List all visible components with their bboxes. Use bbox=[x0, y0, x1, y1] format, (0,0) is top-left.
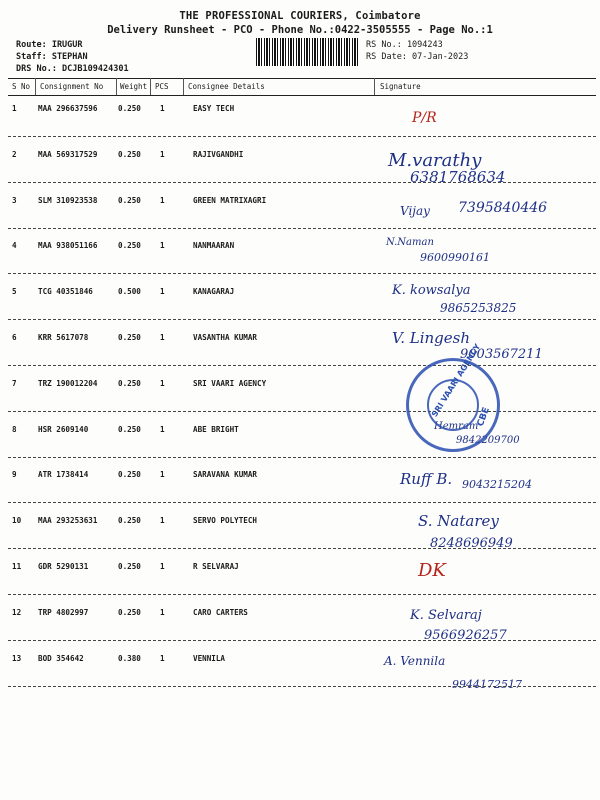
row-pcs: 1 bbox=[160, 241, 165, 251]
row-consignee: SERVO POLYTECH bbox=[193, 516, 258, 526]
table-row bbox=[0, 464, 600, 510]
table-row bbox=[0, 556, 600, 602]
row-consignment-no: MAA 569317529 bbox=[38, 149, 98, 159]
col-divider bbox=[374, 78, 375, 96]
handwritten-phone: 9865253825 bbox=[440, 301, 517, 316]
row-weight: 0.250 bbox=[118, 378, 141, 388]
row-consignment-no: HSR 2609140 bbox=[38, 424, 89, 434]
row-pcs: 1 bbox=[160, 104, 165, 113]
row-consignment-no: MAA 296637596 bbox=[38, 104, 98, 113]
company-name: THE PROFESSIONAL COURIERS, Coimbatore bbox=[179, 10, 421, 22]
row-consignee: GREEN MATRIXAGRI bbox=[193, 195, 267, 205]
row-pcs: 1 bbox=[160, 149, 165, 159]
rs-number: RS No.: 1094243 bbox=[366, 40, 443, 50]
agency-stamp bbox=[406, 358, 500, 452]
row-weight: 0.250 bbox=[118, 149, 141, 159]
row-sno: 4 bbox=[12, 241, 17, 251]
row-pcs: 1 bbox=[160, 333, 165, 342]
row-weight: 0.250 bbox=[118, 104, 141, 113]
handwritten-phone: 9043215204 bbox=[462, 478, 532, 492]
row-weight: 0.500 bbox=[118, 287, 141, 297]
staff: Staff: STEPHAN bbox=[16, 52, 88, 62]
row-weight: 0.250 bbox=[118, 241, 141, 251]
col-consignment: Consignment No bbox=[40, 82, 104, 91]
row-sno: 11 bbox=[12, 562, 22, 571]
barcode bbox=[256, 38, 360, 66]
row-separator bbox=[8, 182, 596, 183]
table-row bbox=[0, 144, 600, 190]
row-consignee: NANMAARAN bbox=[193, 241, 235, 251]
handwritten-signature: N.Naman bbox=[386, 237, 434, 249]
row-pcs: 1 bbox=[160, 195, 165, 205]
rs-date: RS Date: 07-Jan-2023 bbox=[366, 52, 469, 62]
col-divider bbox=[150, 78, 151, 96]
handwritten-phone: 9566926257 bbox=[424, 627, 507, 643]
table-row bbox=[0, 235, 600, 281]
row-sno: 5 bbox=[12, 287, 17, 297]
row-separator bbox=[8, 273, 596, 274]
row-sno: 13 bbox=[12, 653, 22, 663]
row-pcs: 1 bbox=[160, 287, 165, 297]
row-pcs: 1 bbox=[160, 424, 165, 434]
handwritten-phone: 7395840446 bbox=[458, 199, 548, 216]
row-sno: 3 bbox=[12, 195, 17, 205]
handwritten-phone: 6381768634 bbox=[410, 167, 506, 186]
handwritten-signature: M.varathy bbox=[388, 149, 482, 171]
row-separator bbox=[8, 457, 596, 458]
stamp-ring-text: SRI VAARI AGENCY bbox=[429, 342, 483, 419]
row-weight: 0.250 bbox=[118, 562, 141, 571]
row-separator bbox=[8, 594, 596, 595]
row-consignment-no: MAA 293253631 bbox=[38, 516, 98, 526]
col-divider bbox=[116, 78, 117, 96]
handwritten-signature: Hemram bbox=[434, 420, 479, 432]
row-consignee: ABE BRIGHT bbox=[193, 424, 239, 434]
row-sno: 8 bbox=[12, 424, 17, 434]
row-separator bbox=[8, 228, 596, 229]
row-consignment-no: KRR 5617078 bbox=[38, 333, 89, 342]
table-row bbox=[0, 327, 600, 373]
row-sno: 9 bbox=[12, 470, 17, 480]
handwritten-phone: 9600990161 bbox=[420, 251, 490, 265]
row-separator bbox=[8, 686, 596, 687]
table-row bbox=[0, 98, 600, 144]
row-sno: 2 bbox=[12, 149, 17, 159]
row-consignee: KANAGARAJ bbox=[193, 287, 235, 297]
handwritten-signature: V. Lingesh bbox=[392, 329, 471, 347]
row-separator bbox=[8, 136, 596, 137]
handwritten-phone: 9944172517 bbox=[452, 677, 522, 691]
row-consignee: SRI VAARI AGENCY bbox=[193, 378, 267, 388]
table-row bbox=[0, 602, 600, 648]
row-separator bbox=[8, 548, 596, 549]
row-pcs: 1 bbox=[160, 470, 165, 480]
row-pcs: 1 bbox=[160, 562, 165, 571]
row-weight: 0.380 bbox=[118, 653, 141, 663]
handwritten-signature: K. Selvaraj bbox=[410, 607, 482, 623]
col-divider bbox=[183, 78, 184, 96]
col-sno: S No bbox=[12, 82, 31, 91]
row-pcs: 1 bbox=[160, 516, 165, 526]
sheet-title: Delivery Runsheet - PCO - Phone No.:0422-3505555 - Page No.:1 bbox=[107, 24, 493, 36]
row-weight: 0.250 bbox=[118, 470, 141, 480]
row-weight: 0.250 bbox=[118, 516, 141, 526]
stamp-city: CBE bbox=[475, 406, 492, 428]
handwritten-signature: P/R bbox=[412, 110, 437, 126]
row-sno: 7 bbox=[12, 378, 17, 388]
row-sno: 1 bbox=[12, 104, 17, 113]
table-row bbox=[0, 281, 600, 327]
drs-number: DRS No.: DCJB109424301 bbox=[16, 64, 129, 74]
row-separator bbox=[8, 319, 596, 320]
handwritten-signature: DK bbox=[418, 560, 446, 581]
row-pcs: 1 bbox=[160, 607, 165, 617]
row-consignee: RAJIVGANDHI bbox=[193, 149, 244, 159]
row-separator bbox=[8, 411, 596, 412]
row-consignment-no: GDR 5290131 bbox=[38, 562, 89, 571]
handwritten-phone: 9842209700 bbox=[456, 434, 520, 446]
row-consignment-no: MAA 938051166 bbox=[38, 241, 98, 251]
handwritten-phone: 8248696949 bbox=[430, 536, 513, 552]
handwritten-signature: A. Vennila bbox=[384, 653, 446, 668]
handwritten-phone: 9003567211 bbox=[460, 347, 543, 362]
row-weight: 0.250 bbox=[118, 333, 141, 342]
row-consignee: VASANTHA KUMAR bbox=[193, 333, 258, 342]
row-sno: 12 bbox=[12, 607, 22, 617]
row-weight: 0.250 bbox=[118, 607, 141, 617]
row-sno: 6 bbox=[12, 333, 17, 342]
row-consignment-no: SLM 310923538 bbox=[38, 195, 98, 205]
table-row bbox=[0, 510, 600, 556]
row-pcs: 1 bbox=[160, 378, 165, 388]
row-consignee: R SELVARAJ bbox=[193, 562, 239, 571]
table-row bbox=[0, 648, 600, 694]
table-header-rule bbox=[8, 95, 596, 96]
table-top-rule bbox=[8, 78, 596, 79]
row-consignment-no: BOD 354642 bbox=[38, 653, 84, 663]
row-sno: 10 bbox=[12, 516, 22, 526]
row-consignment-no: ATR 1738414 bbox=[38, 470, 89, 480]
row-consignee: SARAVANA KUMAR bbox=[193, 470, 258, 480]
row-weight: 0.250 bbox=[118, 195, 141, 205]
row-consignment-no: TRZ 190012204 bbox=[38, 378, 98, 388]
col-consignee: Consignee Details bbox=[188, 82, 265, 91]
col-divider bbox=[35, 78, 36, 96]
col-signature: Signature bbox=[380, 82, 421, 91]
table-row bbox=[0, 373, 600, 419]
handwritten-signature: S. Natarey bbox=[418, 512, 499, 531]
handwritten-signature: Ruff B. bbox=[400, 470, 453, 489]
col-pcs: PCS bbox=[155, 82, 169, 91]
row-weight: 0.250 bbox=[118, 424, 141, 434]
route: Route: IRUGUR bbox=[16, 40, 83, 50]
handwritten-signature: K. kowsalya bbox=[392, 283, 471, 299]
col-weight: Weight bbox=[120, 82, 148, 91]
handwritten-signature: Vijay bbox=[400, 203, 430, 218]
row-consignment-no: TRP 4802997 bbox=[38, 607, 89, 617]
row-separator bbox=[8, 502, 596, 503]
row-pcs: 1 bbox=[160, 653, 165, 663]
row-separator bbox=[8, 640, 596, 641]
row-consignee: CARO CARTERS bbox=[193, 607, 248, 617]
table-row bbox=[0, 419, 600, 465]
row-separator bbox=[8, 365, 596, 366]
table-row bbox=[0, 190, 600, 236]
row-consignee: VENNILA bbox=[193, 653, 226, 663]
row-consignee: EASY TECH bbox=[193, 104, 235, 113]
row-consignment-no: TCG 40351846 bbox=[38, 287, 93, 297]
